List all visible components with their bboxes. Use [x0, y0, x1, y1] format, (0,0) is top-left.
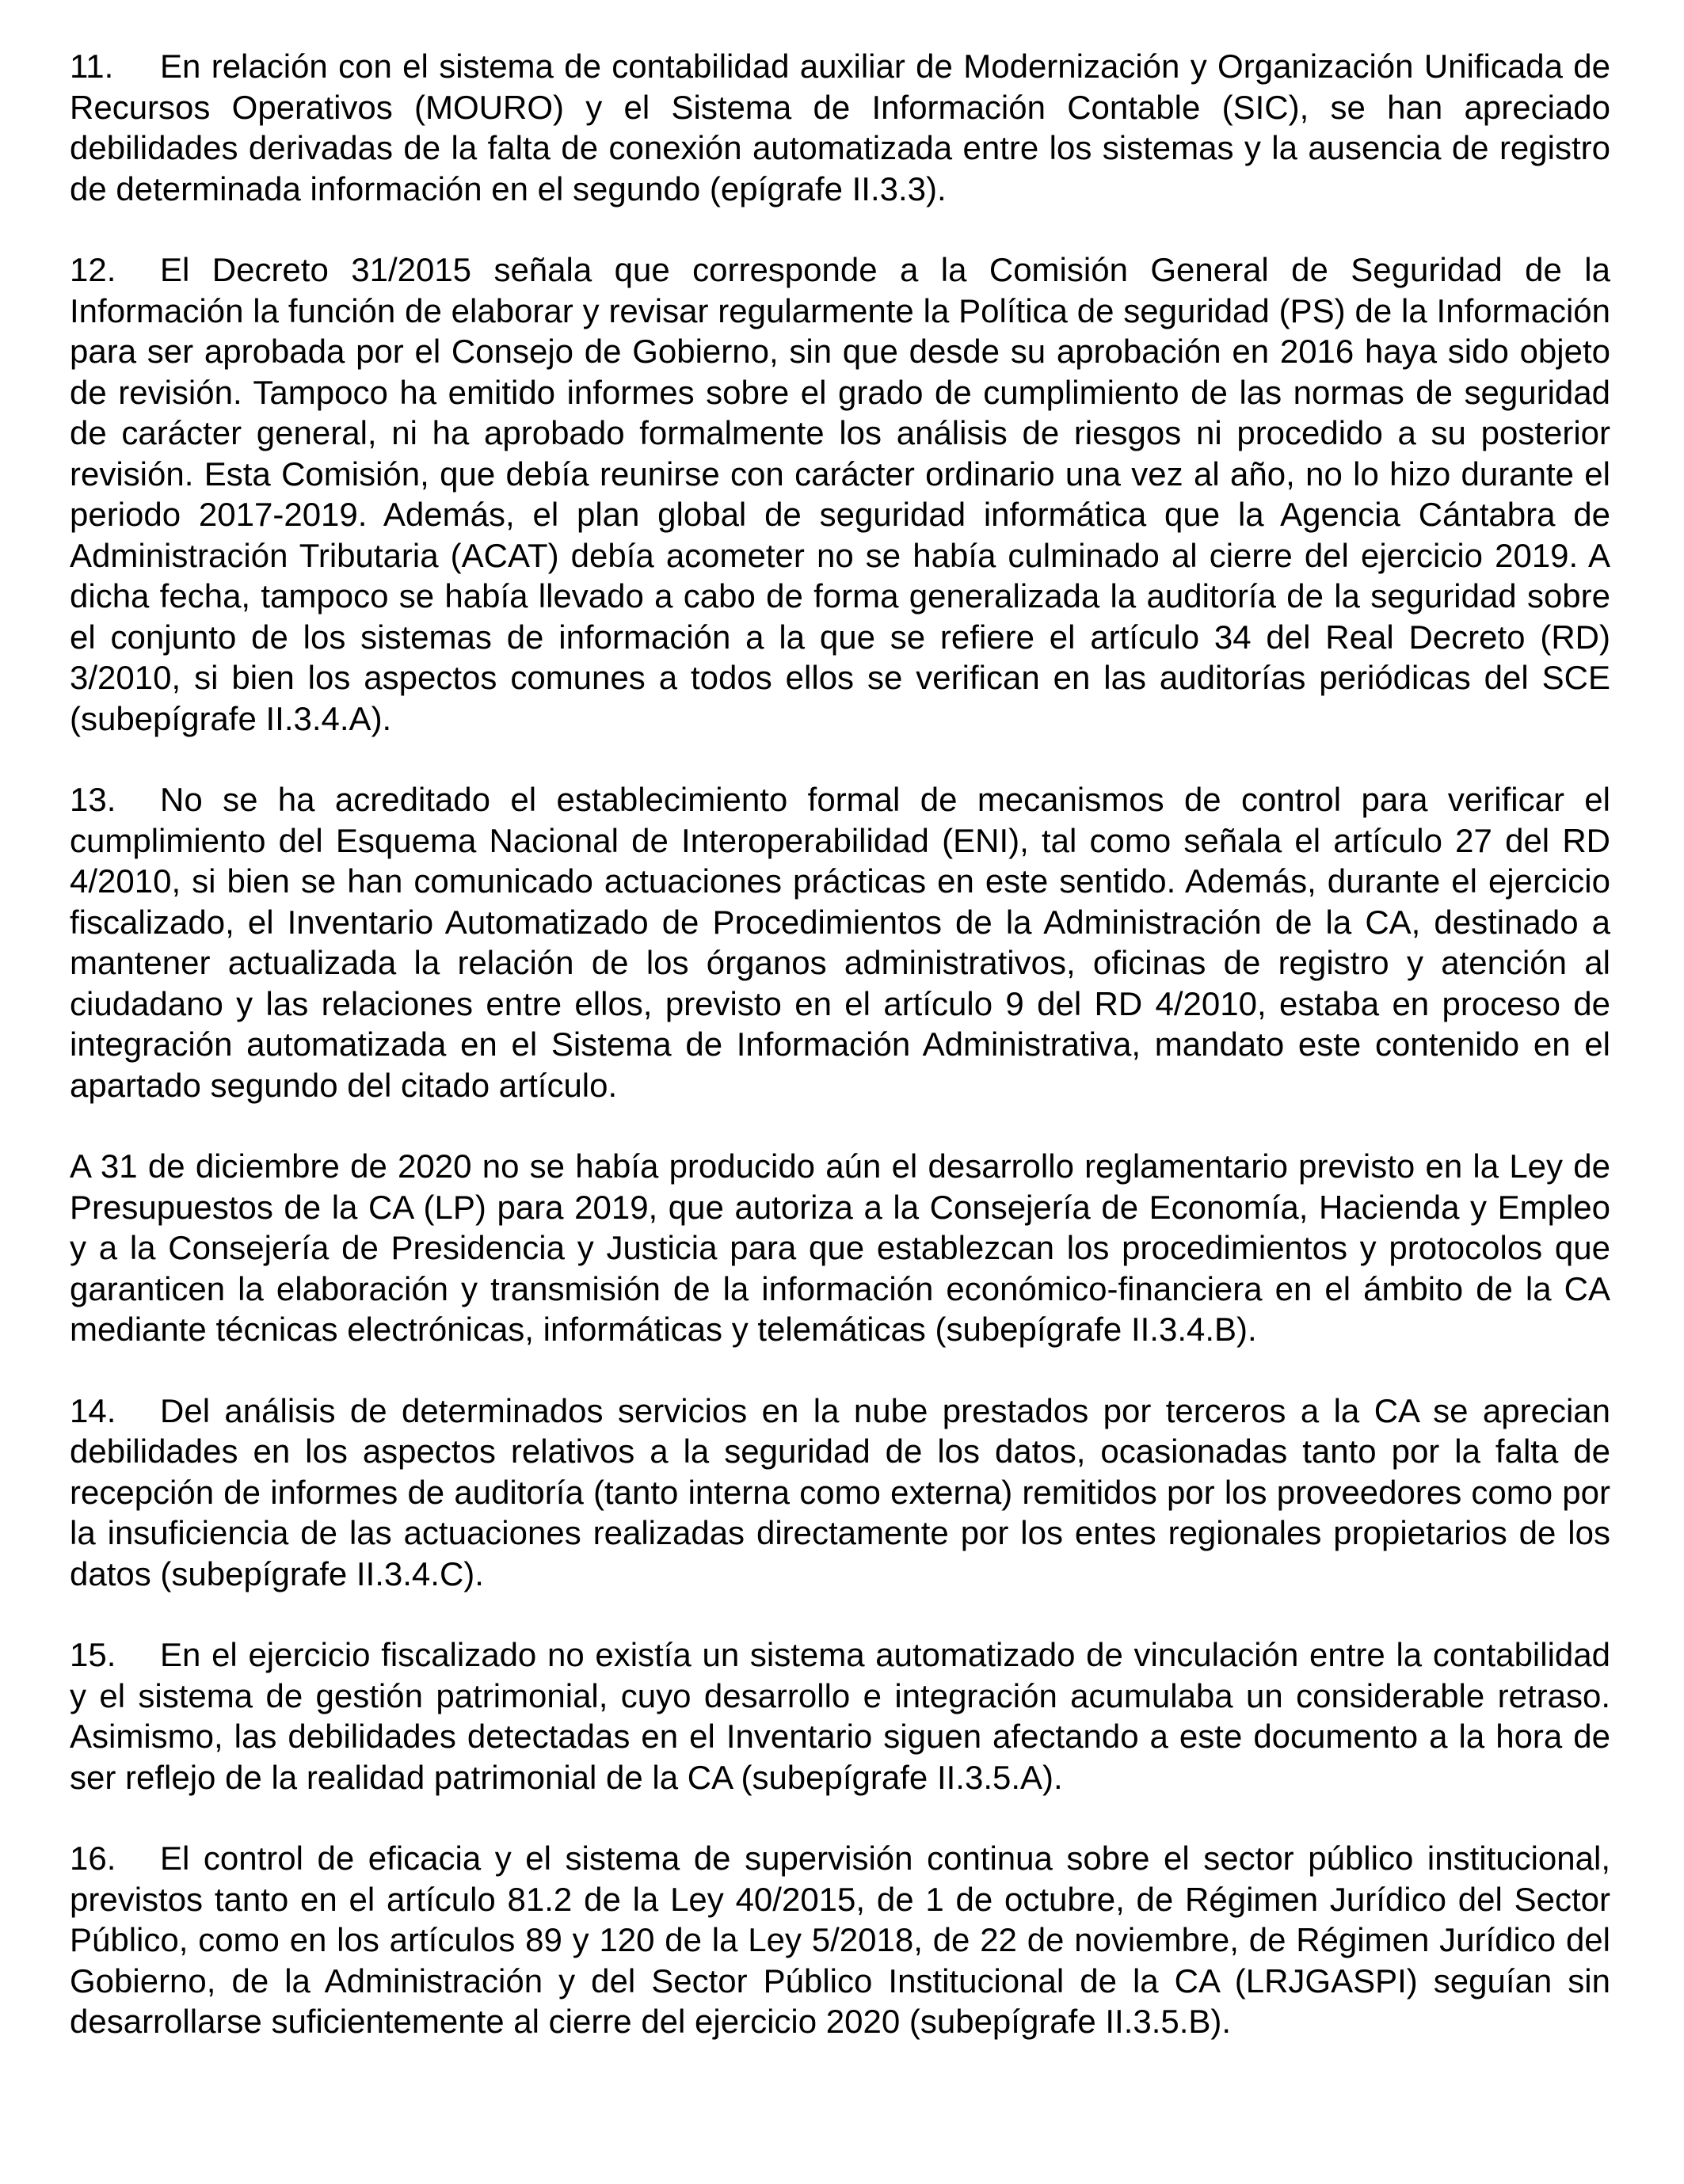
paragraph-number: 14. — [70, 1391, 116, 1429]
paragraph-text: A 31 de diciembre de 2020 no se había producido aún el desarrollo reglamentario previsto en la Ley de Presupuestos de la CA (LP) para 2019, que autoriza a la Consejería de Economía, Hacienda y Empleo y a la Consejería de Presidencia y Justicia para que establezcan los procedimientos y protocolos que garanticen la elaboración y transmisión de la información económico-financiera en el ámbito de la CA mediante técnicas electrónicas, informáticas y telemáticas (subepígrafe II.3.4.B). — [70, 1147, 1610, 1348]
paragraph-number: 15. — [70, 1636, 116, 1673]
paragraph-13 — [70, 779, 1610, 1105]
paragraph-text: No se ha acreditado el establecimiento formal de mecanismos de control para verificar el cumplimiento del Esquema Nacional de Interoperabilidad (ENI), tal como señala el artículo 27 del RD 4/2010, si bien se han comunicado actuaciones prácticas en este sentido. Además, durante el ejercicio fiscalizado, el Inventario Automatizado de Procedimientos de la Administración de la CA, destinado a mantener actualizada la relación de los órganos administrativos, oficinas de registro y atención al ciudadano y las relaciones entre ellos, previsto en el artículo 9 del RD 4/2010, estaba en proceso de integración automatizada en el Sistema de Información Administrativa, mandato este contenido en el apartado segundo del citado artículo. — [70, 781, 1610, 1104]
paragraph-11 — [70, 46, 1610, 209]
document-page — [70, 46, 1610, 2083]
paragraph-text: Del análisis de determinados servicios en la nube prestados por terceros a la CA se aprecian debilidades en los aspectos relativos a la seguridad de los datos, ocasionadas tanto por la falta de recepción de informes de auditoría (tanto interna como externa) remitidos por los proveedores como por la insuficiencia de las actuaciones realizadas directamente por los entes regionales propietarios de los datos (subepígrafe II.3.4.C). — [70, 1391, 1610, 1592]
paragraph-16 — [70, 1838, 1610, 2042]
paragraph-text: El Decreto 31/2015 señala que corresponde a la Comisión General de Seguridad de la Información la función de elaborar y revisar regularmente la Política de seguridad (PS) de la Información para ser aprobada por el Consejo de Gobierno, sin que desde su aprobación en 2016 haya sido objeto de revisión. Tampoco ha emitido informes sobre el grado de cumplimiento de las normas de seguridad de carácter general, ni ha aprobado formalmente los análisis de riesgos ni procedido a su posterior revisión. Esta Comisión, que debía reunirse con carácter ordinario una vez al año, no lo hizo durante el periodo 2017-2019. Además, el plan global de seguridad informática que la Agencia Cántabra de Administración Tributaria (ACAT) debía acometer no se había culminado al cierre del ejercicio 2019. A dicha fecha, tampoco se había llevado a cabo de forma generalizada la auditoría de la seguridad sobre el conjunto de los sistemas de información a la que se refiere el artículo 34 del Real Decreto (RD) 3/2010, si bien los aspectos comunes a todos ellos se verifican en las auditorías periódicas del SCE (subepígrafe II.3.4.A). — [70, 251, 1610, 737]
paragraph-text: En relación con el sistema de contabilidad auxiliar de Modernización y Organización Unificada de Recursos Operativos (MOURO) y el Sistema de Información Contable (SIC), se han apreciado debilidades derivadas de la falta de conexión automatizada entre los sistemas y la ausencia de registro de determinada información en el segundo (epígrafe II.3.3). — [70, 48, 1610, 207]
paragraph-14 — [70, 1391, 1610, 1595]
paragraph-text: El control de eficacia y el sistema de supervisión continua sobre el sector público institucional, previstos tanto en el artículo 81.2 de la Ley 40/2015, de 1 de octubre, de Régimen Jurídico del Sector Público, como en los artículos 89 y 120 de la Ley 5/2018, de 22 de noviembre, de Régimen Jurídico del Gobierno, de la Administración y del Sector Público Institucional de la CA (LRJGASPI) seguían sin desarrollarse suficientemente al cierre del ejercicio 2020 (subepígrafe II.3.5.B). — [70, 1840, 1610, 2040]
paragraph-text: En el ejercicio fiscalizado no existía un sistema automatizado de vinculación entre la contabilidad y el sistema de gestión patrimonial, cuyo desarrollo e integración acumulaba un considerable retraso. Asimismo, las debilidades detectadas en el Inventario siguen afectando a este documento a la hora de ser reflejo de la realidad patrimonial de la CA (subepígrafe II.3.5.A). — [70, 1636, 1610, 1796]
paragraph-12 — [70, 249, 1610, 739]
paragraph-number: 16. — [70, 1840, 116, 1877]
paragraph-13-continuation — [70, 1146, 1610, 1350]
paragraph-15 — [70, 1634, 1610, 1798]
paragraph-number: 13. — [70, 781, 116, 818]
paragraph-number: 11. — [70, 48, 114, 85]
paragraph-number: 12. — [70, 251, 116, 288]
